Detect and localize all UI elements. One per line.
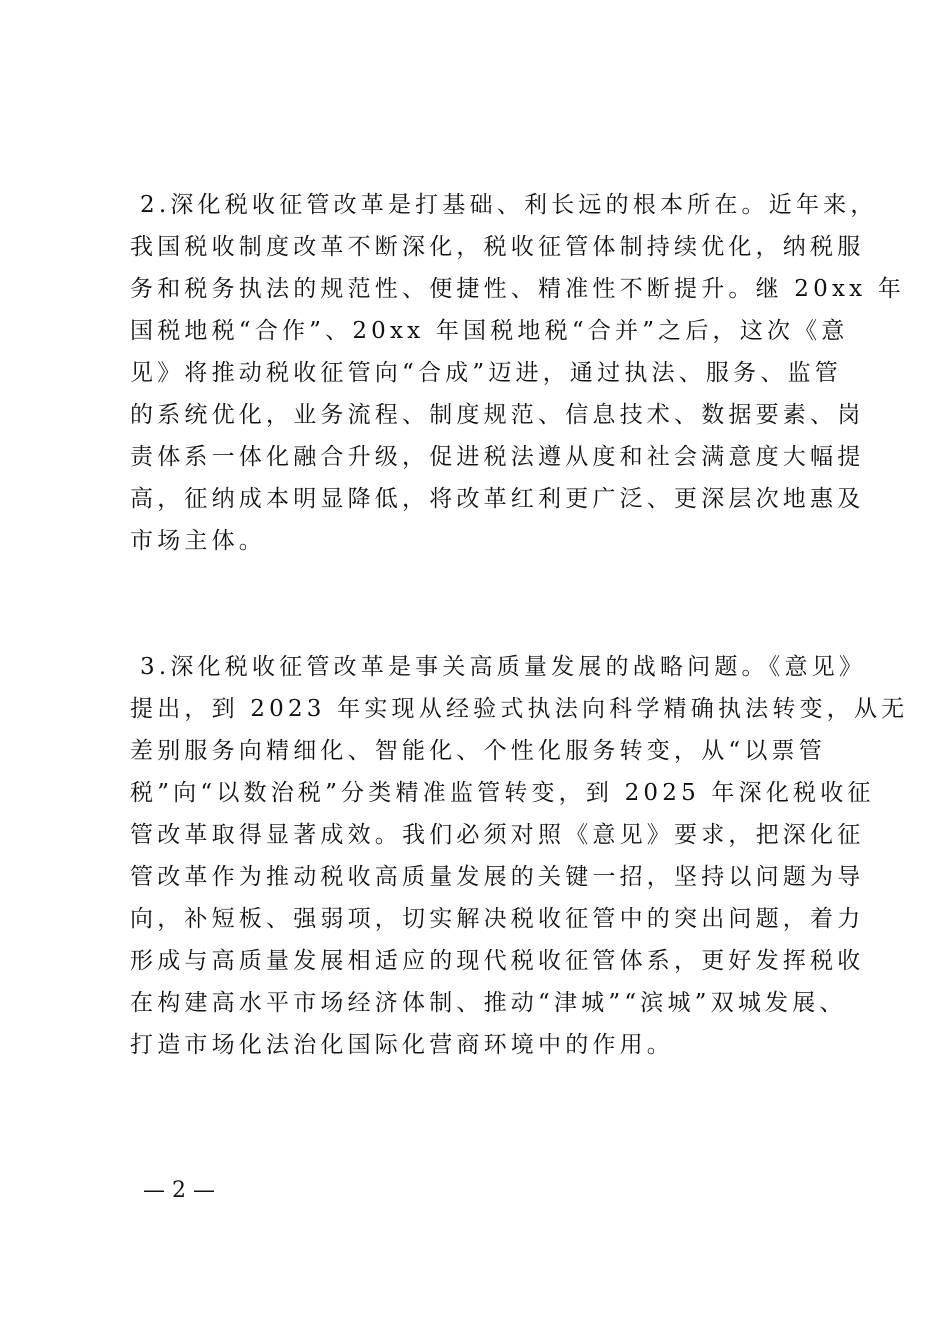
paragraph-line: 管改革取得显著成效。我们必须对照《意见》要求，把深化征: [130, 822, 865, 848]
paragraph-line: 差别服务向精细化、智能化、个性化服务转变，从“以票管: [130, 738, 826, 764]
paragraph-line: 提出，到 2023 年实现从经验式执法向科学精确执法转变，从无: [130, 696, 909, 722]
paragraph-line: 高，征纳成本明显降低，将改革红利更广泛、更深层次地惠及: [130, 486, 865, 512]
paragraph-line: 2.深化税收征管改革是打基础、利长远的根本所在。近年来，: [140, 192, 878, 218]
paragraph-line: 打造市场化法治化国际化营商环境中的作用。: [130, 1032, 674, 1058]
page-number: — 2 —: [143, 1178, 215, 1203]
paragraph-line: 国税地税“合作”、20xx 年国税地税“合并”之后，这次《意: [130, 318, 849, 344]
paragraph-3-high-quality-development: [130, 646, 909, 1066]
paragraph-line: 责体系一体化融合升级，促进税法遵从度和社会满意度大幅提: [130, 444, 865, 470]
paragraph-line: 的系统优化，业务流程、制度规范、信息技术、数据要素、岗: [130, 402, 865, 428]
paragraph-line: 管改革作为推动税收高质量发展的关键一招，坚持以问题为导: [130, 864, 865, 890]
paragraph-2-tax-reform-foundation: [130, 184, 906, 562]
paragraph-line: 在构建高水平市场经济体制、推动“津城”“滨城”双城发展、: [130, 990, 847, 1016]
paragraph-line: 3.深化税收征管改革是事关高质量发展的战略问题。《意见》: [140, 654, 867, 680]
paragraph-line: 务和税务执法的规范性、便捷性、精准性不断提升。继 20xx 年: [130, 276, 906, 302]
paragraph-line: 税”向“以数治税”分类精准监管转变，到 2025 年深化税收征: [130, 780, 875, 806]
paragraph-line: 市场主体。: [130, 528, 266, 554]
paragraph-line: 向，补短板、强弱项，切实解决税收征管中的突出问题，着力: [130, 906, 865, 932]
paragraph-line: 形成与高质量发展相适应的现代税收征管体系，更好发挥税收: [130, 948, 865, 974]
paragraph-line: 见》将推动税收征管向“合成”迈进，通过执法、服务、监管: [130, 360, 842, 386]
paragraph-line: 我国税收制度改革不断深化，税收征管体制持续优化，纳税服: [130, 234, 865, 260]
